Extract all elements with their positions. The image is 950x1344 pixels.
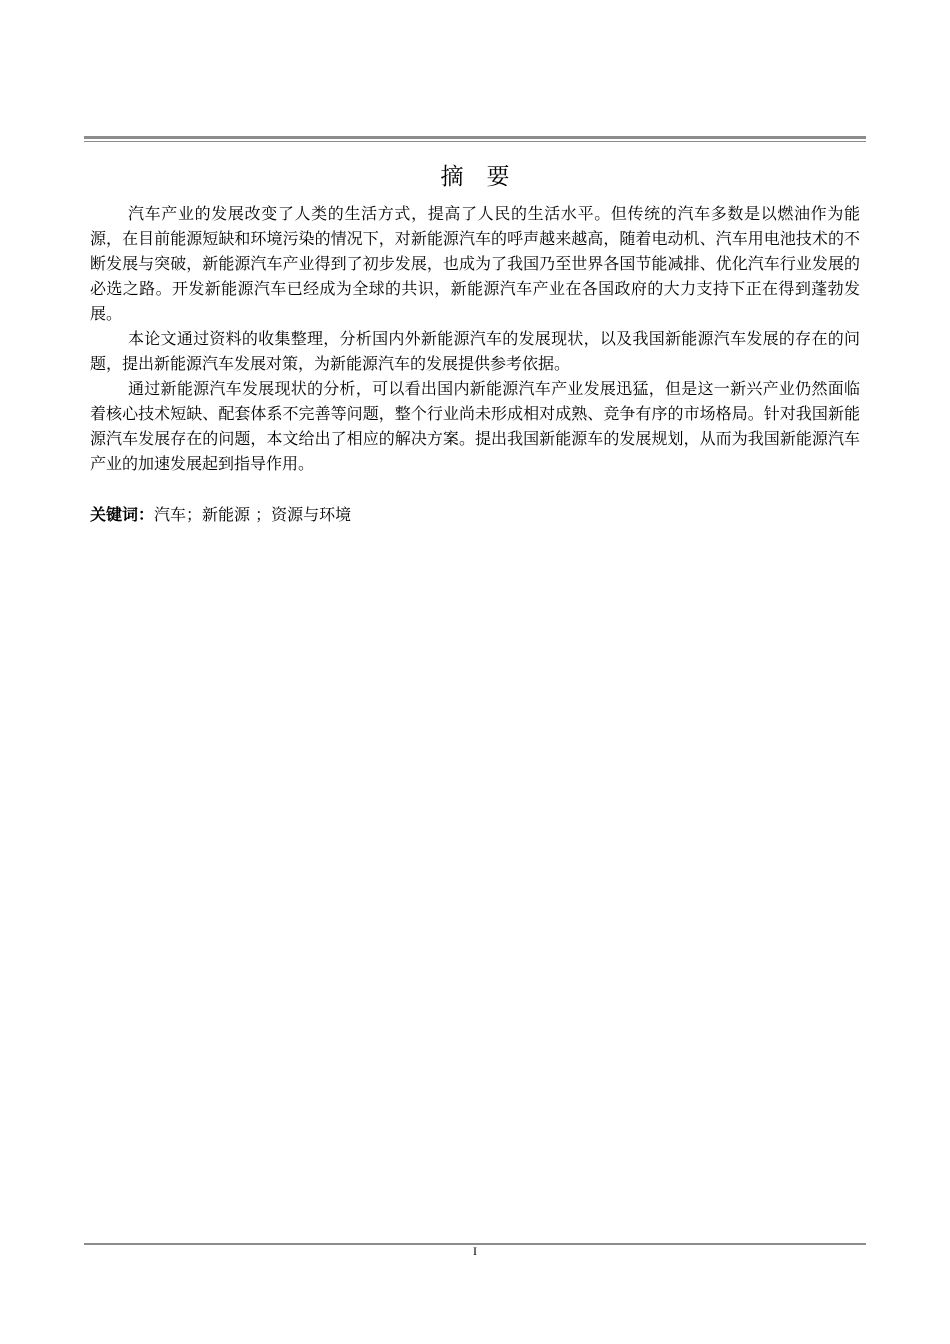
keywords-line bbox=[90, 502, 860, 527]
header-rule-thin bbox=[84, 141, 866, 142]
header-rule bbox=[84, 136, 866, 143]
abstract-paragraph-2: 本论文通过资料的收集整理，分析国内外新能源汽车的发展现状，以及我国新能源汽车发展的存在的问题，提出新能源汽车发展对策，为新能源汽车的发展提供参考依据。 bbox=[90, 329, 860, 373]
keywords-label: 关键词： bbox=[90, 505, 155, 524]
page-title: 摘 要 bbox=[440, 164, 510, 190]
abstract-body bbox=[90, 201, 860, 476]
keywords-value: 汽车；新能源 ；资源与环境 bbox=[154, 505, 352, 524]
page-number: I bbox=[473, 1244, 477, 1258]
abstract-paragraph-3: 通过新能源汽车发展现状的分析，可以看出国内新能源汽车产业发展迅猛，但是这一新兴产业仍然面临着核心技术短缺、配套体系不完善等问题，整个行业尚未形成相对成熟、竞争有序的市场格局。针对我国新能源汽车发展存在的问题，本文给出了相应的解决方案。提出我国新能源车的发展规划，从而为我国新能源汽车产业的加速发展起到指导作用。 bbox=[90, 379, 860, 473]
abstract-paragraph-1: 汽车产业的发展改变了人类的生活方式，提高了人民的生活水平。但传统的汽车多数是以燃油作为能源，在目前能源短缺和环境污染的情况下，对新能源汽车的呼声越来越高，随着电动机、汽车用电池技术的不断发展与突破，新能源汽车产业得到了初步发展，也成为了我国乃至世界各国节能减排、优化汽车行业发展的必选之路。开发新能源汽车已经成为全球的共识，新能源汽车产业在各国政府的大力支持下正在得到蓬勃发展。 bbox=[90, 204, 860, 323]
header-rule-thick bbox=[84, 136, 866, 139]
